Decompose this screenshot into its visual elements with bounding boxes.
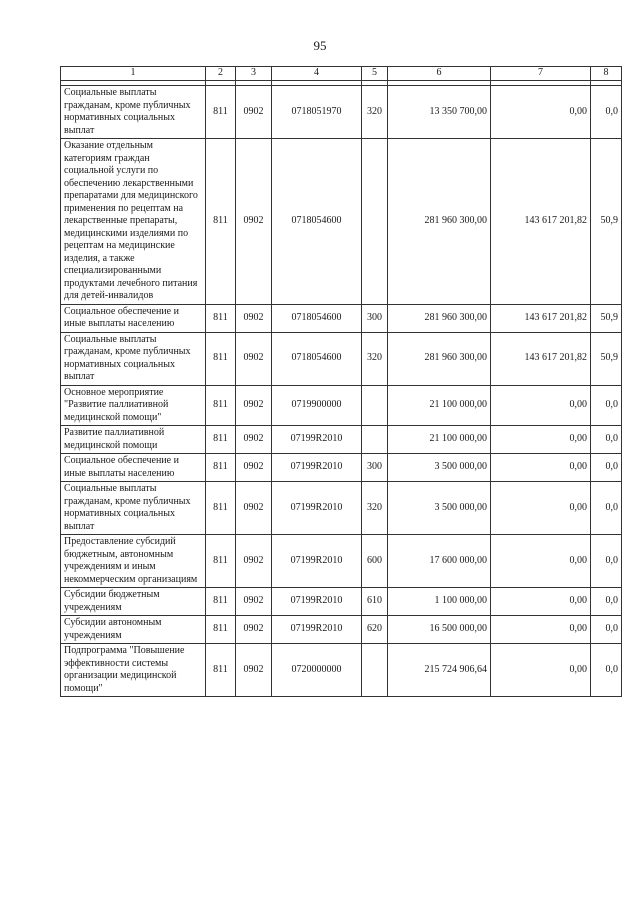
row-grbs-cell: 811 <box>206 332 236 385</box>
row-name-cell: Субсидии бюджетным учреждениям <box>61 588 206 616</box>
row-target-article-cell: 07199R2010 <box>272 454 362 482</box>
table-row <box>61 588 622 616</box>
row-grbs-cell: 811 <box>206 385 236 426</box>
row-name-cell: Подпрограмма "Повышение эффективности системы организации медицинской помощи" <box>61 644 206 697</box>
row-section-cell: 0902 <box>236 86 272 139</box>
row-grbs-cell: 811 <box>206 588 236 616</box>
row-execution-percent-cell: 50,9 <box>591 332 622 385</box>
column-header: 3 <box>236 67 272 81</box>
page-number: 95 <box>313 38 327 53</box>
row-executed-amount-cell: 0,00 <box>491 454 591 482</box>
row-grbs-cell: 811 <box>206 644 236 697</box>
row-section-cell: 0902 <box>236 139 272 305</box>
row-execution-percent-cell: 0,0 <box>591 426 622 454</box>
column-header: 8 <box>591 67 622 81</box>
row-name-cell: Оказание отдельным категориям граждан социальной услуги по обеспечению лекарственными препаратами для медицинского применения по рецептам на лекарственные препараты, медицинскими изделиями по рецептам на медицинские изделия, а также специализированными продуктами лечебного питания для детей-инвалидов <box>61 139 206 305</box>
row-expense-kind-cell: 320 <box>362 332 388 385</box>
row-planned-amount-cell: 21 100 000,00 <box>388 385 491 426</box>
row-executed-amount-cell: 0,00 <box>491 86 591 139</box>
row-section-cell: 0902 <box>236 385 272 426</box>
row-planned-amount-cell: 13 350 700,00 <box>388 86 491 139</box>
row-target-article-cell: 0718054600 <box>272 304 362 332</box>
row-execution-percent-cell: 0,0 <box>591 588 622 616</box>
table-row <box>61 86 622 139</box>
column-header: 7 <box>491 67 591 81</box>
row-executed-amount-cell: 0,00 <box>491 535 591 588</box>
row-target-article-cell: 07199R2010 <box>272 426 362 454</box>
row-target-article-cell: 07199R2010 <box>272 535 362 588</box>
row-grbs-cell: 811 <box>206 426 236 454</box>
table-body <box>61 81 622 697</box>
row-target-article-cell: 0718051970 <box>272 86 362 139</box>
row-executed-amount-cell: 0,00 <box>491 482 591 535</box>
row-target-article-cell: 0720000000 <box>272 644 362 697</box>
row-grbs-cell: 811 <box>206 86 236 139</box>
row-planned-amount-cell: 16 500 000,00 <box>388 616 491 644</box>
row-section-cell: 0902 <box>236 588 272 616</box>
row-expense-kind-cell: 320 <box>362 482 388 535</box>
table-row <box>61 385 622 426</box>
row-grbs-cell: 811 <box>206 139 236 305</box>
table-row <box>61 454 622 482</box>
table-row <box>61 139 622 305</box>
row-name-cell: Предоставление субсидий бюджетным, автономным учреждениям и иным некоммерческим организациям <box>61 535 206 588</box>
table-row <box>61 304 622 332</box>
row-expense-kind-cell <box>362 139 388 305</box>
row-grbs-cell: 811 <box>206 535 236 588</box>
row-target-article-cell: 07199R2010 <box>272 588 362 616</box>
row-name-cell: Субсидии автономным учреждениям <box>61 616 206 644</box>
row-section-cell: 0902 <box>236 304 272 332</box>
column-header: 6 <box>388 67 491 81</box>
budget-table <box>60 66 622 697</box>
row-target-article-cell: 07199R2010 <box>272 616 362 644</box>
row-expense-kind-cell: 320 <box>362 86 388 139</box>
row-execution-percent-cell: 0,0 <box>591 616 622 644</box>
table-row <box>61 535 622 588</box>
row-executed-amount-cell: 0,00 <box>491 644 591 697</box>
row-execution-percent-cell: 0,0 <box>591 454 622 482</box>
row-section-cell: 0902 <box>236 535 272 588</box>
row-name-cell: Социальные выплаты гражданам, кроме публичных нормативных социальных выплат <box>61 332 206 385</box>
row-expense-kind-cell <box>362 385 388 426</box>
row-name-cell: Социальные выплаты гражданам, кроме публичных нормативных социальных выплат <box>61 482 206 535</box>
row-planned-amount-cell: 215 724 906,64 <box>388 644 491 697</box>
table-row <box>61 616 622 644</box>
table-row <box>61 332 622 385</box>
row-section-cell: 0902 <box>236 454 272 482</box>
row-execution-percent-cell: 0,0 <box>591 535 622 588</box>
row-planned-amount-cell: 3 500 000,00 <box>388 482 491 535</box>
row-planned-amount-cell: 281 960 300,00 <box>388 304 491 332</box>
row-name-cell: Развитие паллиативной медицинской помощи <box>61 426 206 454</box>
row-planned-amount-cell: 281 960 300,00 <box>388 139 491 305</box>
row-execution-percent-cell: 0,0 <box>591 482 622 535</box>
row-planned-amount-cell: 3 500 000,00 <box>388 454 491 482</box>
row-executed-amount-cell: 0,00 <box>491 588 591 616</box>
row-planned-amount-cell: 21 100 000,00 <box>388 426 491 454</box>
column-header: 2 <box>206 67 236 81</box>
row-grbs-cell: 811 <box>206 616 236 644</box>
column-header: 4 <box>272 67 362 81</box>
row-grbs-cell: 811 <box>206 304 236 332</box>
row-planned-amount-cell: 1 100 000,00 <box>388 588 491 616</box>
row-expense-kind-cell <box>362 644 388 697</box>
column-header: 1 <box>61 67 206 81</box>
row-executed-amount-cell: 0,00 <box>491 426 591 454</box>
row-expense-kind-cell: 620 <box>362 616 388 644</box>
row-grbs-cell: 811 <box>206 454 236 482</box>
row-executed-amount-cell: 0,00 <box>491 385 591 426</box>
row-execution-percent-cell: 0,0 <box>591 385 622 426</box>
row-target-article-cell: 0719900000 <box>272 385 362 426</box>
row-section-cell: 0902 <box>236 482 272 535</box>
header-row <box>61 67 622 81</box>
row-grbs-cell: 811 <box>206 482 236 535</box>
table-row <box>61 482 622 535</box>
row-expense-kind-cell: 300 <box>362 454 388 482</box>
row-executed-amount-cell: 143 617 201,82 <box>491 139 591 305</box>
row-section-cell: 0902 <box>236 616 272 644</box>
row-expense-kind-cell: 300 <box>362 304 388 332</box>
row-section-cell: 0902 <box>236 644 272 697</box>
row-section-cell: 0902 <box>236 332 272 385</box>
row-executed-amount-cell: 0,00 <box>491 616 591 644</box>
row-execution-percent-cell: 50,9 <box>591 139 622 305</box>
row-name-cell: Социальное обеспечение и иные выплаты населению <box>61 454 206 482</box>
row-name-cell: Социальные выплаты гражданам, кроме публичных нормативных социальных выплат <box>61 86 206 139</box>
row-execution-percent-cell: 0,0 <box>591 644 622 697</box>
table-row <box>61 644 622 697</box>
row-expense-kind-cell: 600 <box>362 535 388 588</box>
row-name-cell: Основное мероприятие "Развитие паллиативной медицинской помощи" <box>61 385 206 426</box>
row-name-cell: Социальное обеспечение и иные выплаты населению <box>61 304 206 332</box>
row-planned-amount-cell: 17 600 000,00 <box>388 535 491 588</box>
row-target-article-cell: 07199R2010 <box>272 482 362 535</box>
row-planned-amount-cell: 281 960 300,00 <box>388 332 491 385</box>
column-header: 5 <box>362 67 388 81</box>
table-row <box>61 426 622 454</box>
row-executed-amount-cell: 143 617 201,82 <box>491 332 591 385</box>
row-executed-amount-cell: 143 617 201,82 <box>491 304 591 332</box>
row-execution-percent-cell: 50,9 <box>591 304 622 332</box>
row-target-article-cell: 0718054600 <box>272 139 362 305</box>
row-target-article-cell: 0718054600 <box>272 332 362 385</box>
row-expense-kind-cell: 610 <box>362 588 388 616</box>
row-section-cell: 0902 <box>236 426 272 454</box>
row-expense-kind-cell <box>362 426 388 454</box>
row-execution-percent-cell: 0,0 <box>591 86 622 139</box>
